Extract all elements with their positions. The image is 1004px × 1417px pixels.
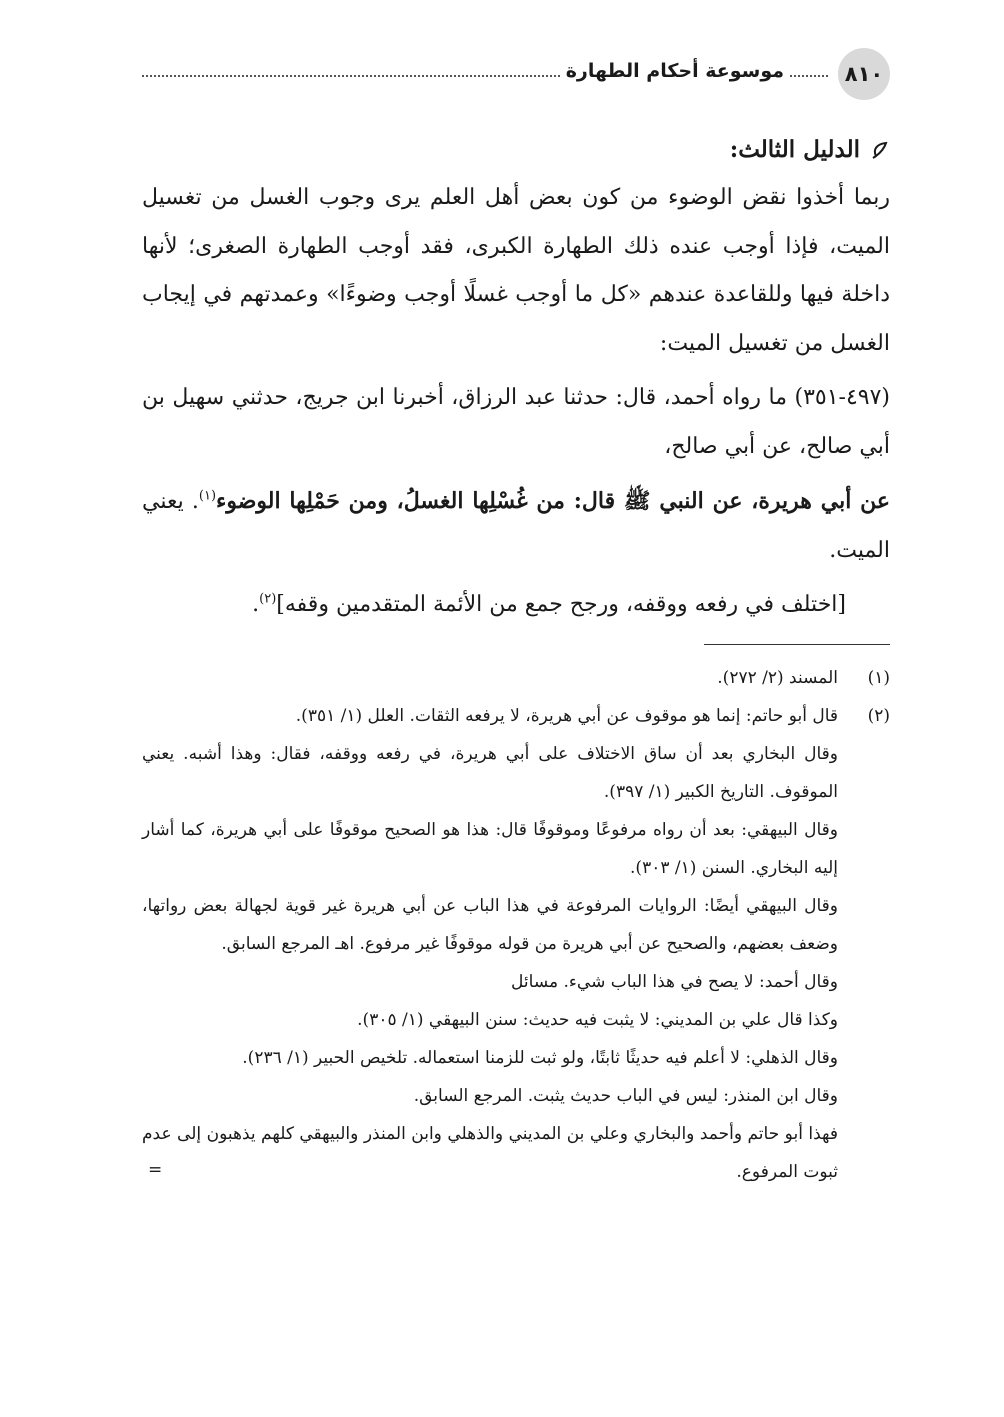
leaf-ornament-icon xyxy=(870,140,890,160)
body-paragraph-1: ربما أخذوا نقض الوضوء من كون بعض أهل العلم يرى وجوب الغسل من تغسيل الميت، فإذا أوجب عنده ذلك الطهارة الكبرى، فقد أوجب الطهارة الصغرى؛ لأنها داخلة فيها وللقاعدة عندهم «كل ما أوجب غسلًا أوجب وضوءًا» وعمدتهم في إيجاب الغسل من تغسيل الميت: xyxy=(142,185,890,356)
footnotes xyxy=(142,659,890,1191)
footnote-2-line-9 xyxy=(142,1115,890,1191)
header-leader-left xyxy=(142,75,560,77)
header-leader-right xyxy=(790,75,828,77)
footnote-2-line-3: وقال البيهقي: بعد أن رواه مرفوعًا وموقوفًا قال: هذا هو الصحيح موقوفًا على أبي هريرة، كما أشار إليه البخاري. السنن (١/ ٣٠٣). xyxy=(142,819,838,878)
running-title xyxy=(142,60,828,82)
verdict-text: [اختلف في رفعه ووقفه، ورجح جمع من الأئمة المتقدمين وقفه] xyxy=(276,592,846,617)
section-heading xyxy=(142,126,890,174)
footnote-2-line-6: وكذا قال علي بن المديني: لا يثبت فيه حديث: سنن البيهقي (١/ ٣٠٥). xyxy=(357,1009,838,1030)
footnote-1-marker: (١) xyxy=(867,667,890,688)
body-paragraph-2: (٤٩٧-٣٥١) ما رواه أحمد، قال: حدثنا عبد الرزاق، أخبرنا ابن جريج، حدثني سهيل بن أبي صالح، عن أبي صالح، xyxy=(142,385,890,459)
continuation-mark: = xyxy=(148,1159,163,1180)
hadith-text: عن أبي هريرة، عن النبي ﷺ قال: من غُسْلِها الغسلُ، ومن حَمْلِها الوضوء xyxy=(216,488,891,514)
footnote-ref-2: (٢) xyxy=(259,591,277,607)
footnote-2 xyxy=(142,697,890,735)
verdict-paragraph xyxy=(142,581,890,630)
hadith-tail: . يعني الميت. xyxy=(142,489,890,563)
footnote-2-line-9-text: فهذا أبو حاتم وأحمد والبخاري وعلي بن المديني والذهلي وابن المنذر والبيهقي كلهم يذهبون إلى عدم ثبوت المرفوع. xyxy=(142,1123,838,1182)
footnote-separator xyxy=(704,644,890,645)
running-title-text: موسوعة أحكام الطهارة xyxy=(565,60,784,82)
footnote-2-line-8: وقال ابن المنذر: ليس في الباب حديث يثبت. المرجع السابق. xyxy=(413,1085,838,1106)
footnote-ref-1: (١) xyxy=(198,488,217,504)
verdict-tail: . xyxy=(252,592,260,617)
hadith-paragraph xyxy=(142,477,890,575)
footnote-1 xyxy=(142,659,890,697)
section-heading-text: الدليل الثالث: xyxy=(729,136,860,163)
footnote-2-line-2: وقال البخاري بعد أن ساق الاختلاف على أبي هريرة، في رفعه ووقفه، فقال: وهذا أشبه. يعني الموقوف. التاريخ الكبير (١/ ٣٩٧). xyxy=(142,743,838,802)
footnote-2-line-7: وقال الذهلي: لا أعلم فيه حديثًا ثابتًا، ولو ثبت للزمنا استعماله. تلخيص الحبير (١/ ٢٣٦). xyxy=(242,1047,838,1068)
footnote-2-line-1: قال أبو حاتم: إنما هو موقوف عن أبي هريرة، لا يرفعه الثقات. العلل (١/ ٣٥١). xyxy=(295,705,838,726)
page-header xyxy=(142,46,890,102)
footnote-2-line-5: وقال أحمد: لا يصح في هذا الباب شيء. مسائل xyxy=(511,971,838,992)
footnote-2-marker: (٢) xyxy=(867,705,890,726)
page-number: ٨١٠ xyxy=(838,48,890,100)
footnote-2-line-4: وقال البيهقي أيضًا: الروايات المرفوعة في هذا الباب عن أبي هريرة غير قوية لجهالة بعض رواتها، وضعف بعضهم، والصحيح عن أبي هريرة من قوله موقوفًا غير مرفوع. اهـ المرجع السابق. xyxy=(142,895,838,954)
page xyxy=(142,46,890,1191)
footnote-1-text: المسند (٢/ ٢٧٢). xyxy=(717,667,838,688)
